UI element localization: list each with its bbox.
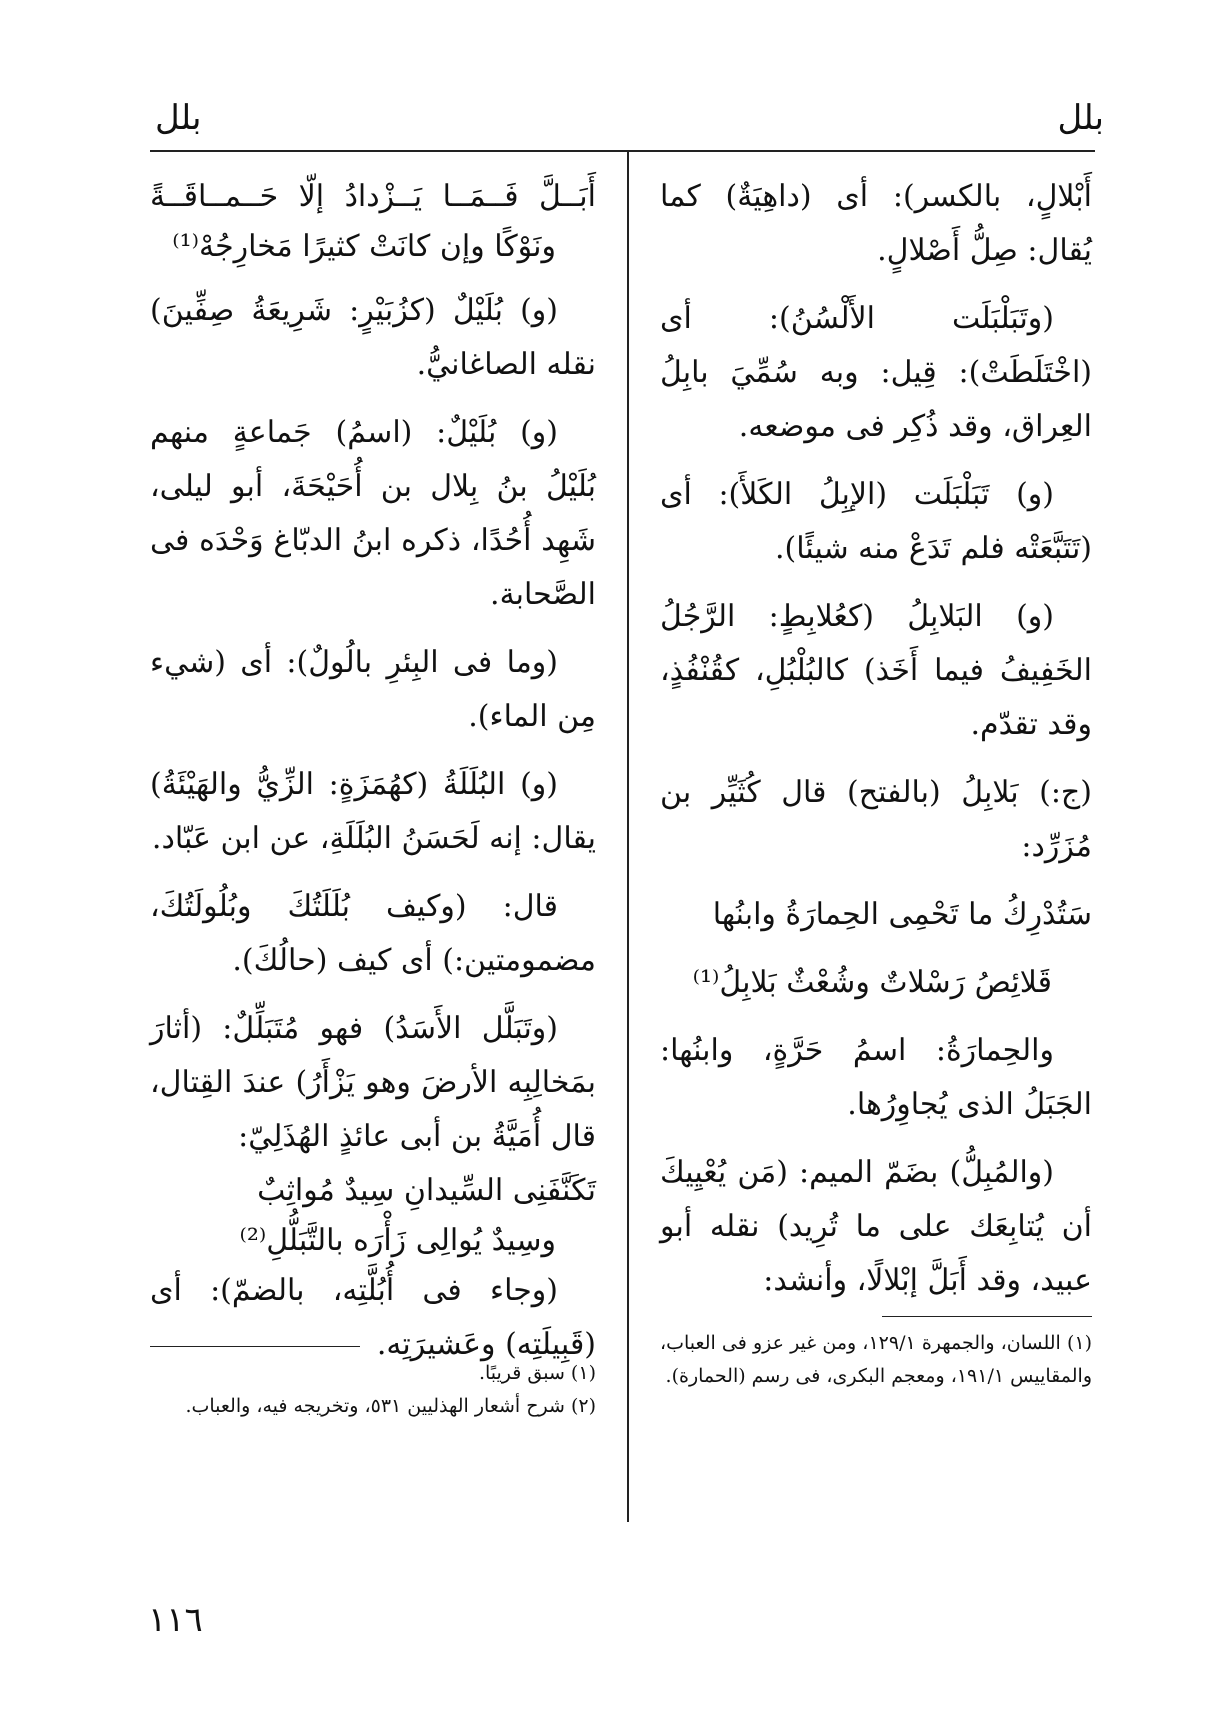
right-column xyxy=(660,170,1092,1387)
left-column xyxy=(150,170,596,1417)
paragraph: أَبْلالٍ، بالكسر): أى (داهِيَةٌ) كما يُقال: صِلُّ أَصْلالٍ. xyxy=(660,179,1092,268)
paragraph: (والمُبِلُّ) بضَمّ الميم: (مَن يُعْيِيكَ أن يُتابِعَك على ما تُرِيد) نقله أبو عبيد، وقد أَبَلَّ إبْلالًا، وأنشد: xyxy=(660,1155,1092,1298)
header-rule xyxy=(150,150,1095,152)
verse-line: وسِيدٌ يُوالِى زَأْرَه بالتَّبَلُّلِ⁽²⁾ xyxy=(239,1223,556,1258)
column-divider xyxy=(627,152,629,1522)
footnote: (١) سبق قريبًا. xyxy=(478,1362,596,1384)
paragraph: (وتَبَلَّل الأَسَدُ) فهو مُتَبَلِّلٌ: (أثارَ بمَخالِبِه الأرضَ وهو يَزْأَرُ) عندَ القِتال، قال أُمَيَّةُ بن أبى عائذٍ الهُذَلِيّ: xyxy=(150,1011,596,1154)
paragraph: (و) بُلَيْلٌ: (اسمُ) جَماعةٍ منهم بُلَيْلُ بنُ بِلال بن أُحَيْحَةَ، أبو ليلى، شَهِد أُحُدًا، ذكره ابنُ الدبّاغ وَحْدَه فى الصَّحابة. xyxy=(150,415,596,612)
paragraph: (وجاء فى أُبُلَّتِه، بالضمّ): أى (قَبِيلَتِه) وعَشيرَتِه. xyxy=(150,1273,596,1362)
footnotes-right xyxy=(660,1316,1092,1393)
verse-line: أَبَــلَّ فَــمَــا يَــزْدادُ إلّا حَــمــاقَــةً xyxy=(150,179,596,214)
paragraph: قال: (وكيف بُلَلَتُكَ وبُلُولَتُكَ، مضمومتين:) أى كيف (حالُكَ). xyxy=(150,889,596,978)
header-word-right: بلل xyxy=(1057,98,1104,138)
paragraph: (و) تَبَلْبَلَت (الإبِلُ الكَلأَ): أى (تَتَبَّعَتْه فلم تَدَعْ منه شيئًا). xyxy=(660,477,1092,566)
paragraph: والحِمارَةُ: اسمُ حَرَّةٍ، وابنُها: الجَبَلُ الذى يُجاوِرُها. xyxy=(660,1033,1092,1122)
footnote: (١) اللسان، والجمهرة ١٢٩/١، ومن غير عزو فى العباب، والمقاييس ١٩١/١، ومعجم البكرى، فى رسم (الحمارة). xyxy=(660,1332,1092,1387)
paragraph: (وما فى البِئرِ بالُولٌ): أى (شيء مِن الماء). xyxy=(150,645,596,734)
paragraph: (وتَبَلْبَلَت الأَلْسُنُ): أى (اخْتَلَطَتْ): قِيل: وبه سُمِّيَ بابِلُ العِراق، وقد ذُكِر فى موضعه. xyxy=(660,301,1092,444)
footnotes-left xyxy=(150,1346,596,1423)
paragraph: (و) البَلابِلُ (كعُلابِطٍ: الرَّجُلُ الخَفِيفُ فيما أَخَذ) كالبُلْبُلِ، كقُنْفُذٍ، وقد تقدّم. xyxy=(660,599,1092,742)
footnote-rule xyxy=(882,1316,1092,1317)
paragraph: (و) بُلَيْلٌ (كزُبَيْرٍ: شَرِيعَةُ صِفِّينَ) نقله الصاغانيُّ. xyxy=(150,293,596,382)
paragraph: (ج:) بَلابِلُ (بالفتح) قال كُثَيِّر بن مُزَرِّد: xyxy=(660,775,1092,864)
footnote-rule xyxy=(150,1346,360,1347)
footnote: (٢) شرح أشعار الهذليين ٥٣١، وتخريجه فيه، والعباب. xyxy=(185,1395,596,1417)
verse-line: قَلائِصُ رَسْلاتٌ وشُعْثٌ بَلابِلُ⁽¹⁾ xyxy=(692,965,1052,1000)
header-word-left: بلل xyxy=(155,98,202,138)
verse-line: سَتُدْرِكُ ما تَحْمِى الحِمارَةُ وابنُها xyxy=(712,897,1092,932)
page-number: ١١٦ xyxy=(148,1600,203,1640)
verse-line: تَكَنَّفَنِى السِّيدانِ سِيدٌ مُواثِبٌ xyxy=(257,1173,596,1208)
verse-line: ونَوْكًا وإن كانَتْ كثيرًا مَخارِجُهْ⁽¹⁾ xyxy=(172,229,556,264)
paragraph: (و) البُلَلَةُ (كهُمَزَةٍ: الزِّيُّ والهَيْئَةُ) يقال: إنه لَحَسَنُ البُلَلَةِ، عن ابن عَبّاد. xyxy=(150,767,596,856)
